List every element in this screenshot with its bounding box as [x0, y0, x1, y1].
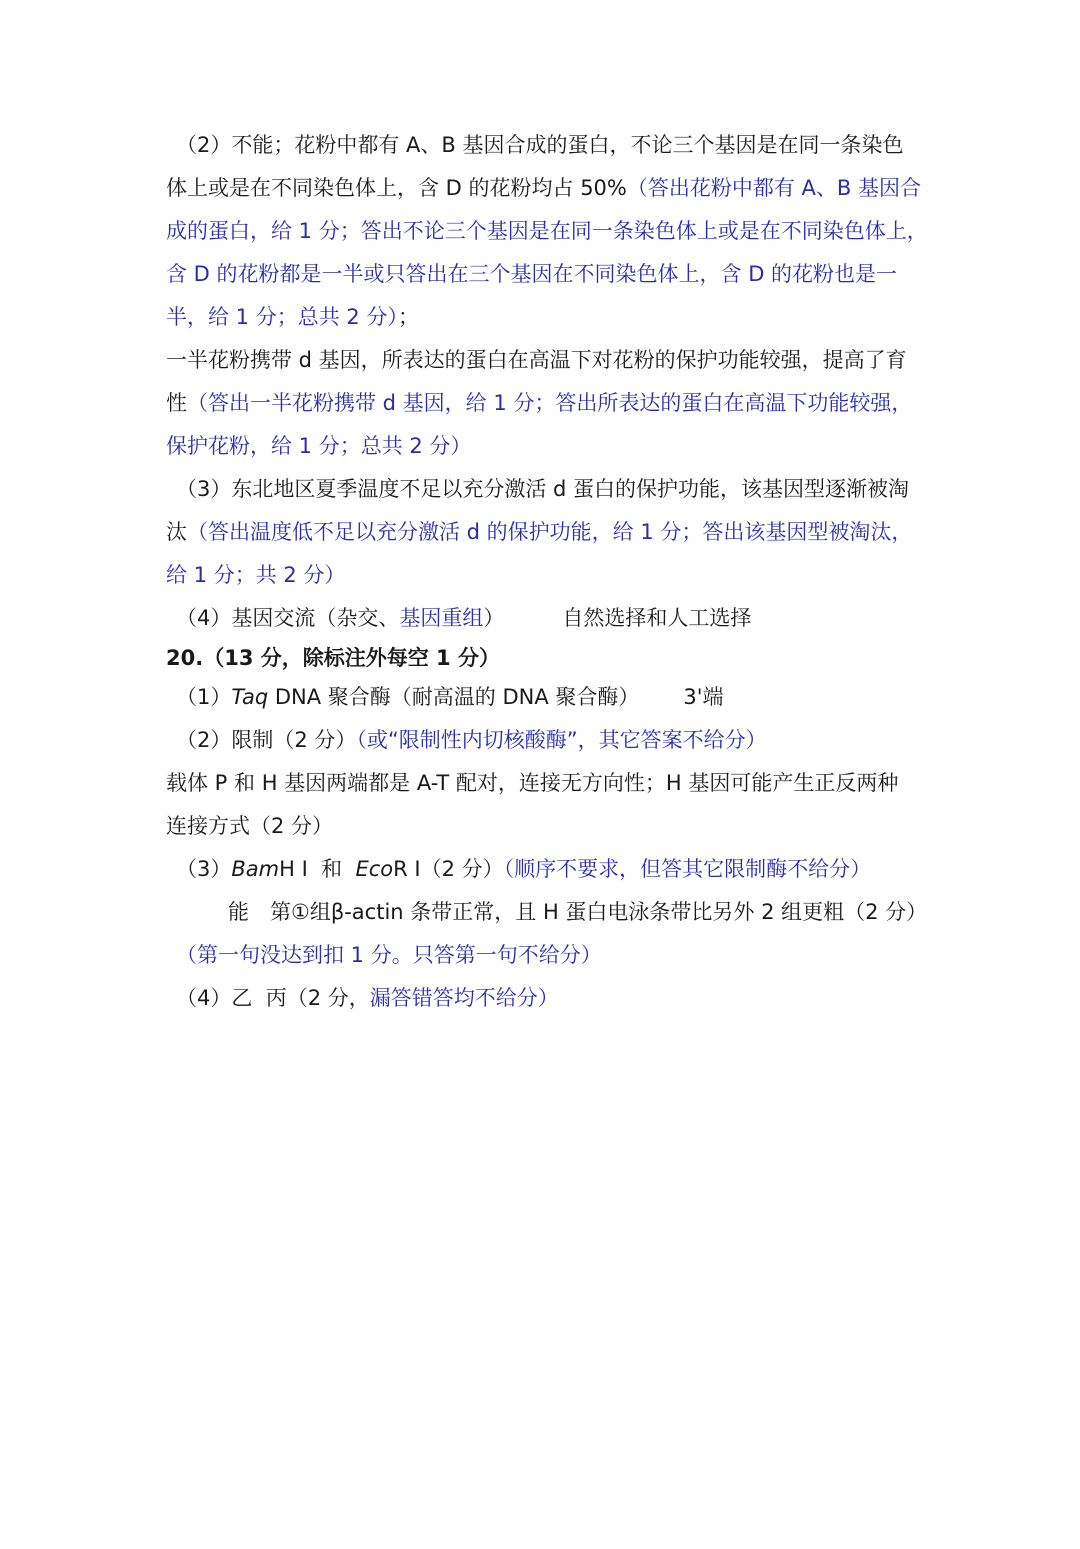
q20-italic-term: Eco [355, 857, 394, 881]
q20-italic-term: Taq [231, 685, 269, 709]
q20-part-4 [166, 977, 930, 1020]
q2-answer-text: 一半花粉携带 d 基因，所表达的蛋白在高温下对花粉的保护功能较强，提高了育 [166, 348, 907, 372]
q2-answer-text: ； [397, 305, 419, 329]
question-20-title: 20.（13 分，除标注外每空 1 分） [166, 646, 500, 670]
q3-answer-text: （3）东北地区夏季温度不足以充分激活 d 蛋白的保护功能，该基因型逐渐被淘 [176, 477, 910, 501]
q20-scoring-note: （顺序不要求，但答其它限制酶不给分） [503, 857, 872, 881]
q20-part-1 [166, 676, 930, 719]
q2-answer-text: （2）不能；花粉中都有 A、B 基因合成的蛋白，不论三个基因是在同一条染色 [176, 133, 904, 157]
q2-line-4 [166, 253, 930, 296]
q20-answer-text: （4）乙 丙（2 分， [176, 986, 370, 1010]
q20-answer-text: 连接方式（2 分） [166, 814, 334, 838]
q2-line-1 [166, 124, 930, 167]
q4-highlight: 基因重组 [399, 606, 484, 630]
q20-part-3-line-3 [166, 934, 930, 977]
q4-answer-text: 自然选择和人工选择 [562, 606, 752, 630]
q2-scoring-note: 成的蛋白，给 1 分；答出不论三个基因是在同一条染色体上或是在不同染色体上， [166, 219, 928, 243]
q20-part-2-line-2 [166, 762, 930, 805]
q20-scoring-note: 漏答错答均不给分） [369, 986, 559, 1010]
q20-answer-text: （1） [176, 685, 232, 709]
answer-sheet-page [166, 124, 930, 1020]
q2-line-5 [166, 296, 930, 339]
q2-answer-text: 体上或是在不同染色体上，含 D 的花粉均占 50% [166, 176, 627, 200]
q2-scoring-note: （答出花粉中都有 A、B 基因合 [626, 176, 921, 200]
q4-answer-text: （4）基因交流（杂交、 [176, 606, 400, 630]
q2-line-6 [166, 339, 930, 382]
q20-part-2-line-3 [166, 805, 930, 848]
q20-answer-text: 3'端 [683, 685, 724, 709]
q20-answer-text: （3） [176, 857, 232, 881]
q20-answer-text: （2）限制（2 分） [176, 728, 357, 752]
q3-scoring-note: 给 1 分；共 2 分） [166, 563, 346, 587]
q20-answer-text: H I 和 [279, 857, 356, 881]
q20-answer-text: 载体 P 和 H 基因两端都是 A-T 配对，连接无方向性；H 基因可能产生正反两种 [166, 771, 899, 795]
q2-scoring-note: 含 D 的花粉都是一半或只答出在三个基因在不同染色体上，含 D 的花粉也是一 [166, 262, 898, 286]
q2-scoring-note: 保护花粉，给 1 分；总共 2 分） [166, 434, 472, 458]
q20-italic-term: Bam [231, 857, 280, 881]
q20-scoring-note: （第一句没达到扣 1 分。只答第一句不给分） [176, 943, 602, 967]
q20-answer-text: DNA 聚合酶（耐高温的 DNA 聚合酶） [268, 685, 640, 709]
q20-answer-text: R I（2 分） [393, 857, 504, 881]
q20-answer-text: 能 第①组β-actin 条带正常，且 H 蛋白电泳条带比另外 2 组更粗（2 分） [228, 900, 928, 924]
question-20-heading [166, 640, 930, 676]
q3-answer-text: 汰 [166, 520, 187, 544]
q4-answer-text: ） [483, 606, 505, 630]
q2-scoring-note: （答出一半花粉携带 d 基因，给 1 分；答出所表达的蛋白在高温下功能较强， [187, 391, 913, 415]
q2-line-3 [166, 210, 930, 253]
q2-line-2 [166, 167, 930, 210]
q3-line-3 [166, 554, 930, 597]
q2-answer-text: 性 [166, 391, 187, 415]
q20-scoring-note: （或“限制性内切核酸酶”，其它答案不给分） [356, 728, 767, 752]
q2-line-8 [166, 425, 930, 468]
q2-line-7 [166, 382, 930, 425]
q4-line [166, 597, 930, 640]
q20-part-3 [166, 848, 930, 891]
q3-scoring-note: （答出温度低不足以充分激活 d 的保护功能，给 1 分；答出该基因型被淘汰， [187, 520, 913, 544]
q20-part-3-line-2 [166, 891, 930, 934]
q3-line-2 [166, 511, 930, 554]
q20-part-2 [166, 719, 930, 762]
q2-scoring-note: 半，给 1 分；总共 2 分） [166, 305, 398, 329]
q3-line-1 [166, 468, 930, 511]
